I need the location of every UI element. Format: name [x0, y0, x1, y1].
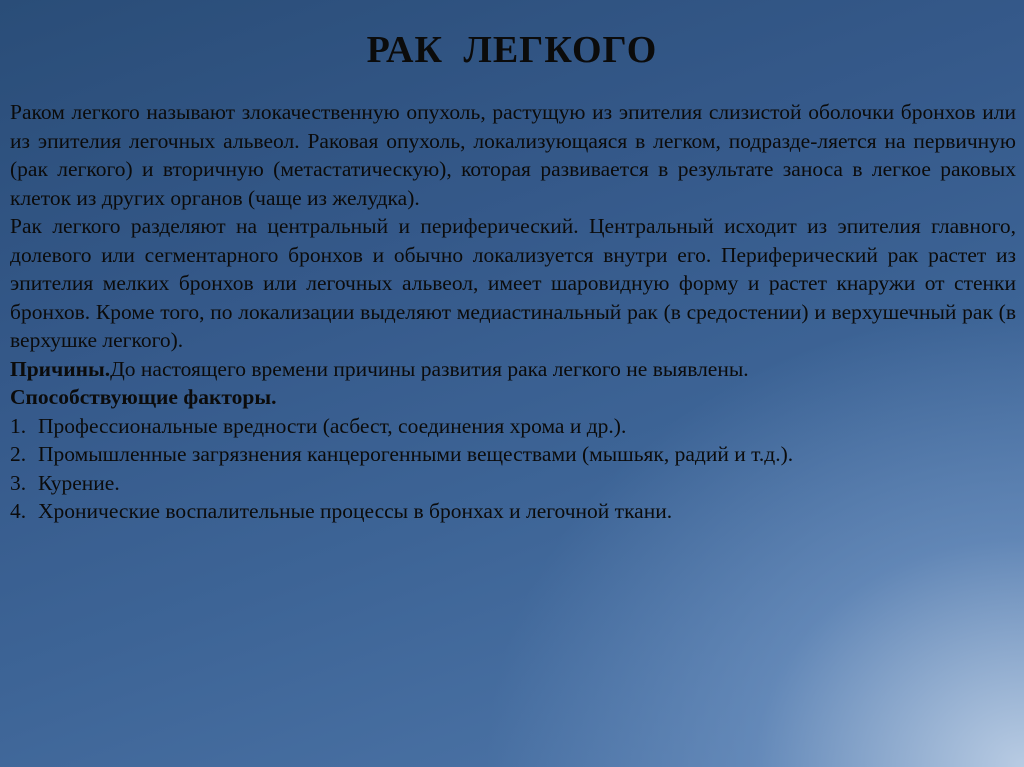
list-item-number: 3. [10, 470, 27, 495]
paragraph-classification: Рак легкого разделяют на центральный и периферический. Центральный исходит из эпителия главного, долевого или сегментарного бронхов и обычно локализуется внутри его. Периферический рак растет из эпителия мелких бронхов или легочных альвеол, имеет шаровидную форму и растет кнаружи от стенки бронхов. Кроме того, по локализации выделяют медиастинальный рак (в средостении) и верхушечный рак (в верхушке легкого). [10, 214, 1016, 352]
list-item-text: Хронические воспалительные процессы в бронхах и легочной ткани. [38, 499, 673, 523]
list-item-number: 2. [10, 442, 27, 466]
factors-heading: Способствующие факторы. [10, 385, 277, 409]
list-item-number: 4. [10, 499, 27, 523]
causes-text: До настоящего времени причины развития рака легкого не выявлены. [110, 356, 749, 381]
list-item [10, 412, 1016, 441]
causes-label: Причины. [10, 356, 111, 381]
list-item [10, 497, 1016, 526]
list-item-text: Промышленные загрязнения канцерогенными веществами (мышьяк, радий и т.д.). [38, 442, 794, 466]
paragraph-definition: Раком легкого называют злокачественную опухоль, растущую из эпителия слизистой оболочки бронхов или из эпителия легочных альвеол. Раковая опухоль, локализующаяся в легком, подразде-ляется на первичную (рак легкого) и вторичную (метастатическую), которая развивается в результате заноса в легкое раковых клеток из других органов (чаще из желудка). [10, 100, 1016, 210]
list-item [10, 469, 1016, 498]
list-item-text: Профессиональные вредности (асбест, соединения хрома и др.). [38, 413, 627, 438]
causes-line [10, 355, 1016, 384]
list-item-text: Курение. [38, 470, 120, 495]
list-item [10, 440, 1016, 469]
list-item-number: 1. [10, 413, 27, 438]
slide-body [10, 98, 1016, 526]
slide-title: РАК ЛЕГКОГО [366, 29, 658, 71]
